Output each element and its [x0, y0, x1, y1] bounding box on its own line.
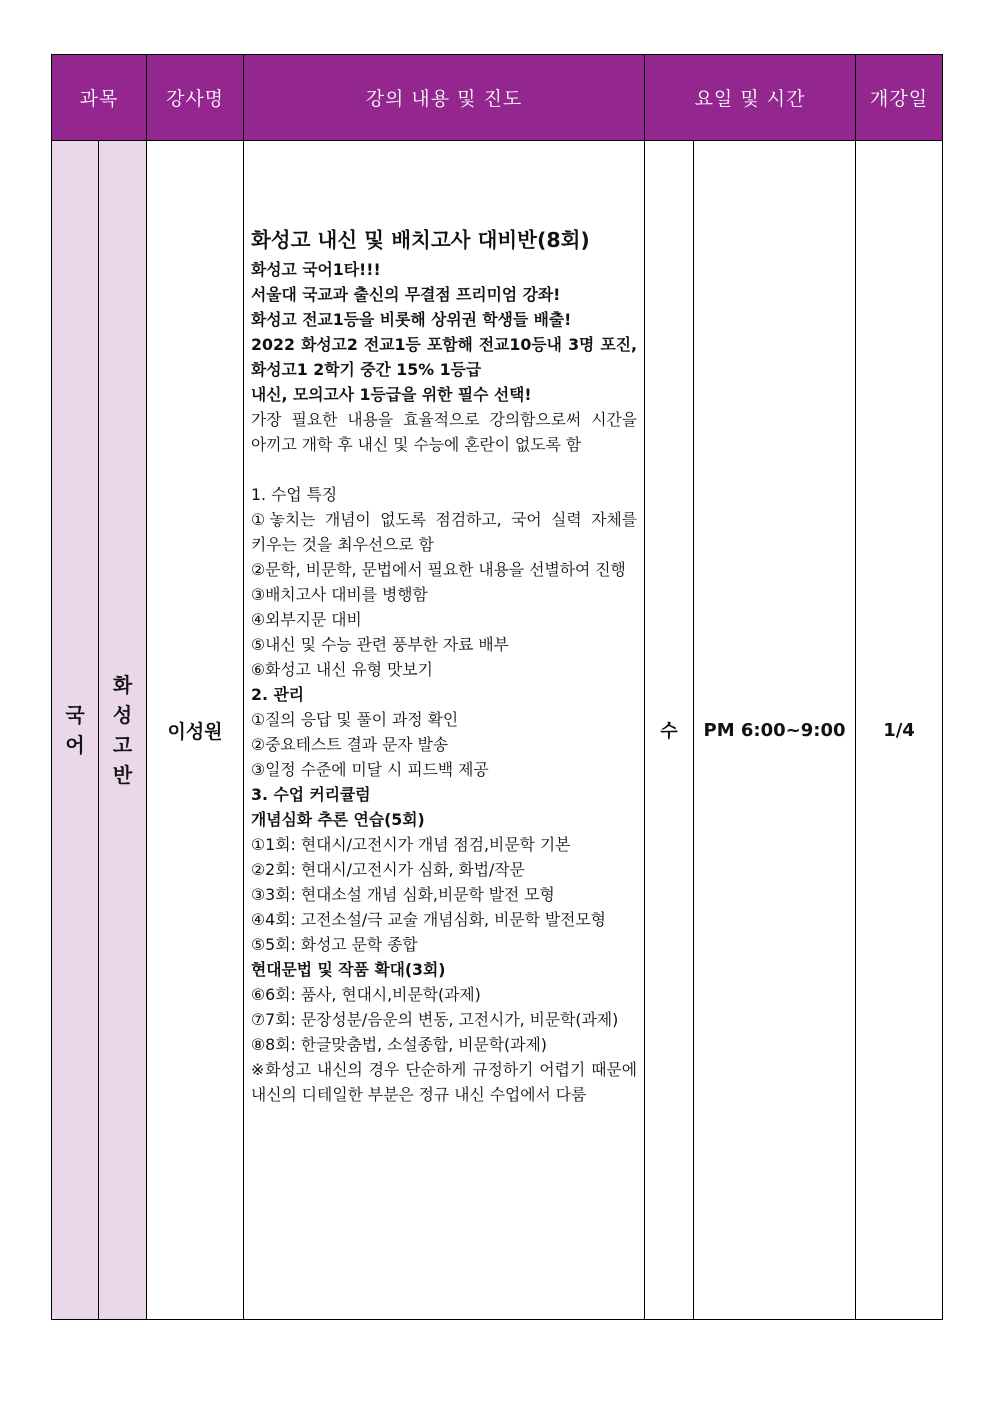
content-line: 2. 관리 [251, 685, 305, 704]
content-line: ⑥6회: 품사, 현대시,비문학(과제) [251, 985, 481, 1004]
class-cell [99, 141, 147, 1320]
content-line: ④4회: 고전소설/극 교술 개념심화, 비문학 발전모형 [251, 910, 606, 929]
content-line: 화성고 국어1타!!! [251, 260, 381, 279]
content-line: ⑧8회: 한글맞춤법, 소설종합, 비문학(과제) [251, 1035, 547, 1054]
subject-cell [52, 141, 99, 1320]
content-line: ⑤내신 및 수능 관련 풍부한 자료 배부 [251, 635, 509, 654]
table-row [52, 141, 943, 1320]
content-line: 현대문법 및 작품 확대(3회) [251, 960, 446, 979]
lecture-content [244, 141, 645, 1320]
lecture-title: 화성고 내신 및 배치고사 대비반(8회) [251, 228, 590, 252]
lecture-schedule-table [51, 54, 943, 1320]
header-schedule: 요일 및 시간 [645, 55, 856, 141]
content-line: ⑤5회: 화성고 문학 종합 [251, 935, 418, 954]
content-line: 가장 필요한 내용을 효율적으로 강의함으로써 시간을 아끼고 개학 후 내신 및 수능에 혼란이 없도록 함 [251, 410, 637, 454]
header-subject: 과목 [52, 55, 147, 141]
class-label: 화성고반 [112, 673, 133, 787]
content-line: 화성고 전교1등을 비롯해 상위권 학생들 배출! [251, 310, 572, 329]
content-line: ①놓치는 개념이 없도록 점검하고, 국어 실력 자체를 키우는 것을 최우선으로 함 [251, 510, 637, 554]
content-line: ①1회: 현대시/고전시가 개념 점검,비문학 기본 [251, 835, 571, 854]
header-teacher: 강사명 [147, 55, 244, 141]
lecture-start-date: 1/4 [856, 141, 943, 1320]
header-content: 강의 내용 및 진도 [244, 55, 645, 141]
lecture-day: 수 [645, 141, 694, 1320]
header-row [52, 55, 943, 141]
content-line: ④외부지문 대비 [251, 610, 362, 629]
content-line: ②2회: 현대시/고전시가 심화, 화법/작문 [251, 860, 525, 879]
content-line: ②문학, 비문학, 문법에서 필요한 내용을 선별하여 진행 [251, 560, 626, 579]
subject-label: 국어 [65, 703, 85, 757]
lecture-time: PM 6:00~9:00 [694, 141, 856, 1320]
content-line: 2022 화성고2 전교1등 포함해 전교10등내 3명 포진, 화성고1 2학기 중간 15% 1등급 [251, 335, 637, 379]
content-line: 개념심화 추론 연습(5회) [251, 810, 425, 829]
teacher-name: 이성원 [147, 141, 244, 1320]
content-line: ③일정 수준에 미달 시 피드백 제공 [251, 760, 489, 779]
content-line: ⑦7회: 문장성분/음운의 변동, 고전시가, 비문학(과제) [251, 1010, 619, 1029]
lecture-content-lines [251, 257, 637, 1107]
content-line: 내신, 모의고사 1등급을 위한 필수 선택! [251, 385, 532, 404]
content-line: 1. 수업 특징 [251, 485, 338, 504]
header-start-date: 개강일 [856, 55, 943, 141]
content-line: ③3회: 현대소설 개념 심화,비문학 발전 모형 [251, 885, 555, 904]
content-line: ⑥화성고 내신 유형 맛보기 [251, 660, 433, 679]
content-line: 3. 수업 커리큘럼 [251, 785, 371, 804]
content-blank-line [251, 457, 637, 482]
content-line: ③배치고사 대비를 병행함 [251, 585, 428, 604]
content-line: ②중요테스트 결과 문자 발송 [251, 735, 449, 754]
content-line: ①질의 응답 및 풀이 과정 확인 [251, 710, 459, 729]
content-line: 서울대 국교과 출신의 무결점 프리미엄 강좌! [251, 285, 561, 304]
content-line: ※화성고 내신의 경우 단순하게 규정하기 어렵기 때문에 내신의 디테일한 부분은 정규 내신 수업에서 다룸 [251, 1060, 637, 1104]
